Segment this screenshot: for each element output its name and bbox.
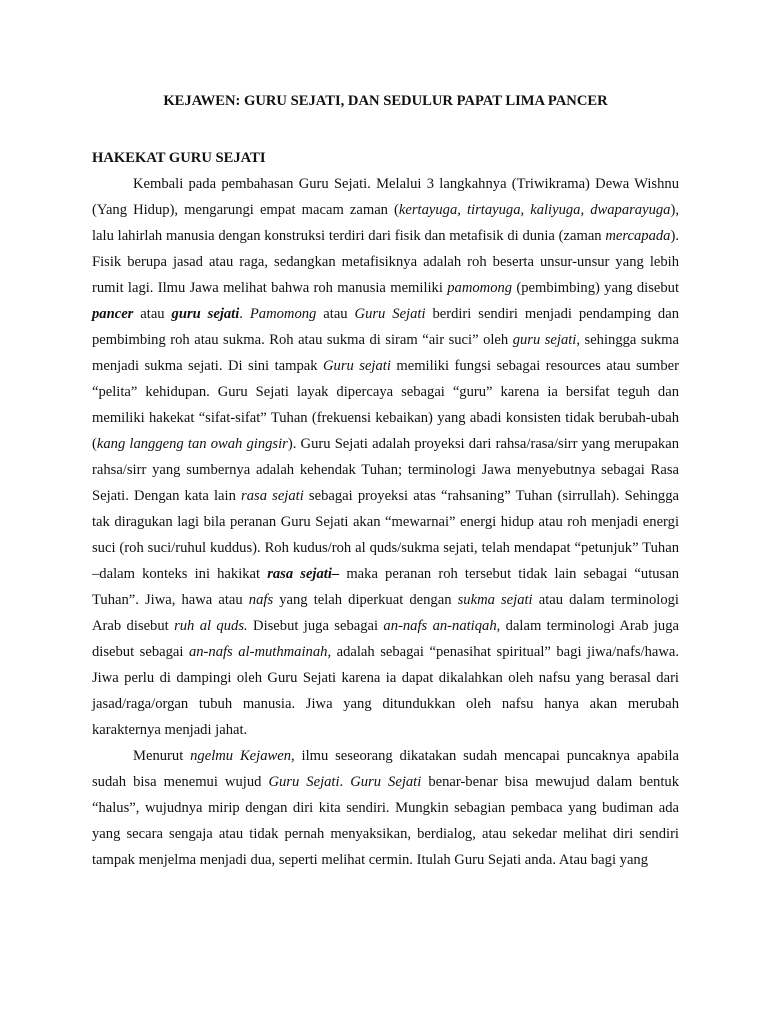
text-run: ). Fisik berupa jasad atau raga, sedangkan metafisiknya adalah roh beserta unsur-unsur yang lebih rumit lagi. Ilmu Jawa melihat bahwa roh manusia memiliki bbox=[92, 228, 679, 296]
text-run: atau bbox=[133, 306, 172, 322]
emphasis-run: Guru Sejati bbox=[268, 774, 340, 790]
text-run: memiliki fungsi sebagai resources atau sumber “pelita” kehidupan. Guru Sejati layak dipercaya sebagai “guru” karena ia bersifat teguh dan memiliki hakekat “sifat-sifat” Tuhan (frekuensi kebaikan) yang abadi konsisten tidak berubah-ubah ( bbox=[92, 358, 680, 452]
text-run: Disebut juga sebagai bbox=[247, 618, 384, 634]
text-run: , adalah sebagai “penasihat spiritual” bagi jiwa/nafs/hawa. Jiwa perlu di dampingi oleh Guru Sejati karena ia dapat dikalahkan oleh nafsu yang berasal dari jasad/raga/organ tubuh manusia. Jiwa yang ditundukkan oleh nafsu hanya akan merubah karakternya menjadi jahat. bbox=[92, 644, 680, 738]
text-run: maka peranan roh tersebut tidak lain sebagai “utusan Tuhan”. Jiwa, hawa atau bbox=[92, 566, 680, 608]
emphasis-run: pancer bbox=[92, 306, 134, 322]
paragraph-2 bbox=[92, 743, 679, 873]
emphasis-run: guru sejati bbox=[171, 306, 240, 322]
text-run: . bbox=[239, 306, 250, 322]
emphasis-run: ruh al quds. bbox=[174, 618, 248, 634]
text-run: , ilmu seseorang dikatakan sudah mencapai puncaknya apabila sudah bisa menemui wujud bbox=[92, 748, 679, 790]
emphasis-run: rasa sejati– bbox=[267, 566, 340, 582]
text-run: , dalam terminologi Arab juga disebut sebagai bbox=[92, 618, 679, 660]
emphasis-run: sukma sejati bbox=[457, 592, 533, 608]
text-run: benar-benar bisa mewujud dalam bentuk “halus”, wujudnya mirip dengan diri kita sendiri. Mungkin sebagian pembaca yang budiman ada yang secara sengaja atau tidak pernah menyaksikan, berdialog, atau sekedar melihat diri sendiri tampak menjelma menjadi dua, seperti melihat cermin. Itulah Guru Sejati anda. Atau bagi yang bbox=[92, 774, 680, 868]
text-run: sebagai proyeksi atas “rahsaning” Tuhan (sirrullah). Sehingga tak diragukan lagi bila peranan Guru Sejati akan “mewarnai” energi hidup atau roh menjadi energi suci (roh suci/ruhul kuddus). Roh kudus/roh al quds/sukma sejati, telah mendapat “petunjuk” Tuhan –dalam konteks ini hakikat bbox=[92, 488, 679, 582]
text-run: atau dalam terminologi Arab disebut bbox=[92, 592, 679, 634]
text-run: . bbox=[339, 774, 351, 790]
paragraph-1 bbox=[92, 171, 679, 743]
emphasis-run: mercapada bbox=[605, 228, 671, 244]
emphasis-run: Guru Sejati bbox=[354, 306, 426, 322]
document-title: KEJAWEN: GURU SEJATI, DAN SEDULUR PAPAT LIMA PANCER bbox=[163, 93, 608, 109]
text-run: , sehingga sukma menjadi sukma sejati. Di sini tampak bbox=[92, 332, 679, 374]
text-run: Menurut bbox=[133, 748, 191, 764]
emphasis-run: pamomong bbox=[447, 280, 513, 296]
text-run: berdiri sendiri menjadi pendamping dan pembimbing roh atau sukma. Roh atau sukma di siram “air suci” oleh bbox=[92, 306, 679, 348]
emphasis-run: kertayuga, tirtayuga, kaliyuga, dwaparayuga bbox=[398, 202, 671, 218]
text-run: ). Guru Sejati adalah proyeksi dari rahsa/rasa/sirr yang merupakan rahsa/sirr yang sumbernya adalah kehendak Tuhan; terminologi Jawa menyebutnya sebagai Rasa Sejati. Dengan kata lain bbox=[92, 436, 679, 504]
emphasis-run: rasa sejati bbox=[241, 488, 304, 504]
emphasis-run: guru sejati bbox=[512, 332, 577, 348]
emphasis-run: an-nafs al-muthmainah bbox=[188, 644, 328, 660]
text-run: yang telah diperkuat dengan bbox=[273, 592, 458, 608]
emphasis-run: Pamomong bbox=[249, 306, 317, 322]
text-run: (pembimbing) yang disebut bbox=[512, 280, 680, 296]
text-run: ), lalu lahirlah manusia dengan konstruksi terdiri dari fisik dan metafisik di dunia (zaman bbox=[92, 202, 679, 244]
emphasis-run: kang langgeng tan owah gingsir bbox=[96, 436, 288, 452]
emphasis-run: Guru Sejati bbox=[350, 774, 422, 790]
emphasis-run: nafs bbox=[248, 592, 274, 608]
emphasis-run: ngelmu Kejawen bbox=[190, 748, 292, 764]
text-run: atau bbox=[316, 306, 355, 322]
emphasis-run: Guru sejati bbox=[323, 358, 391, 374]
section-heading: HAKEKAT GURU SEJATI bbox=[92, 150, 266, 166]
document-page bbox=[92, 88, 679, 873]
emphasis-run: an-nafs an-natiqah bbox=[383, 618, 497, 634]
text-run: Kembali pada pembahasan Guru Sejati. Melalui 3 langkahnya (Triwikrama) Dewa Wishnu (Yang Hidup), mengarungi empat macam zaman ( bbox=[92, 176, 679, 218]
